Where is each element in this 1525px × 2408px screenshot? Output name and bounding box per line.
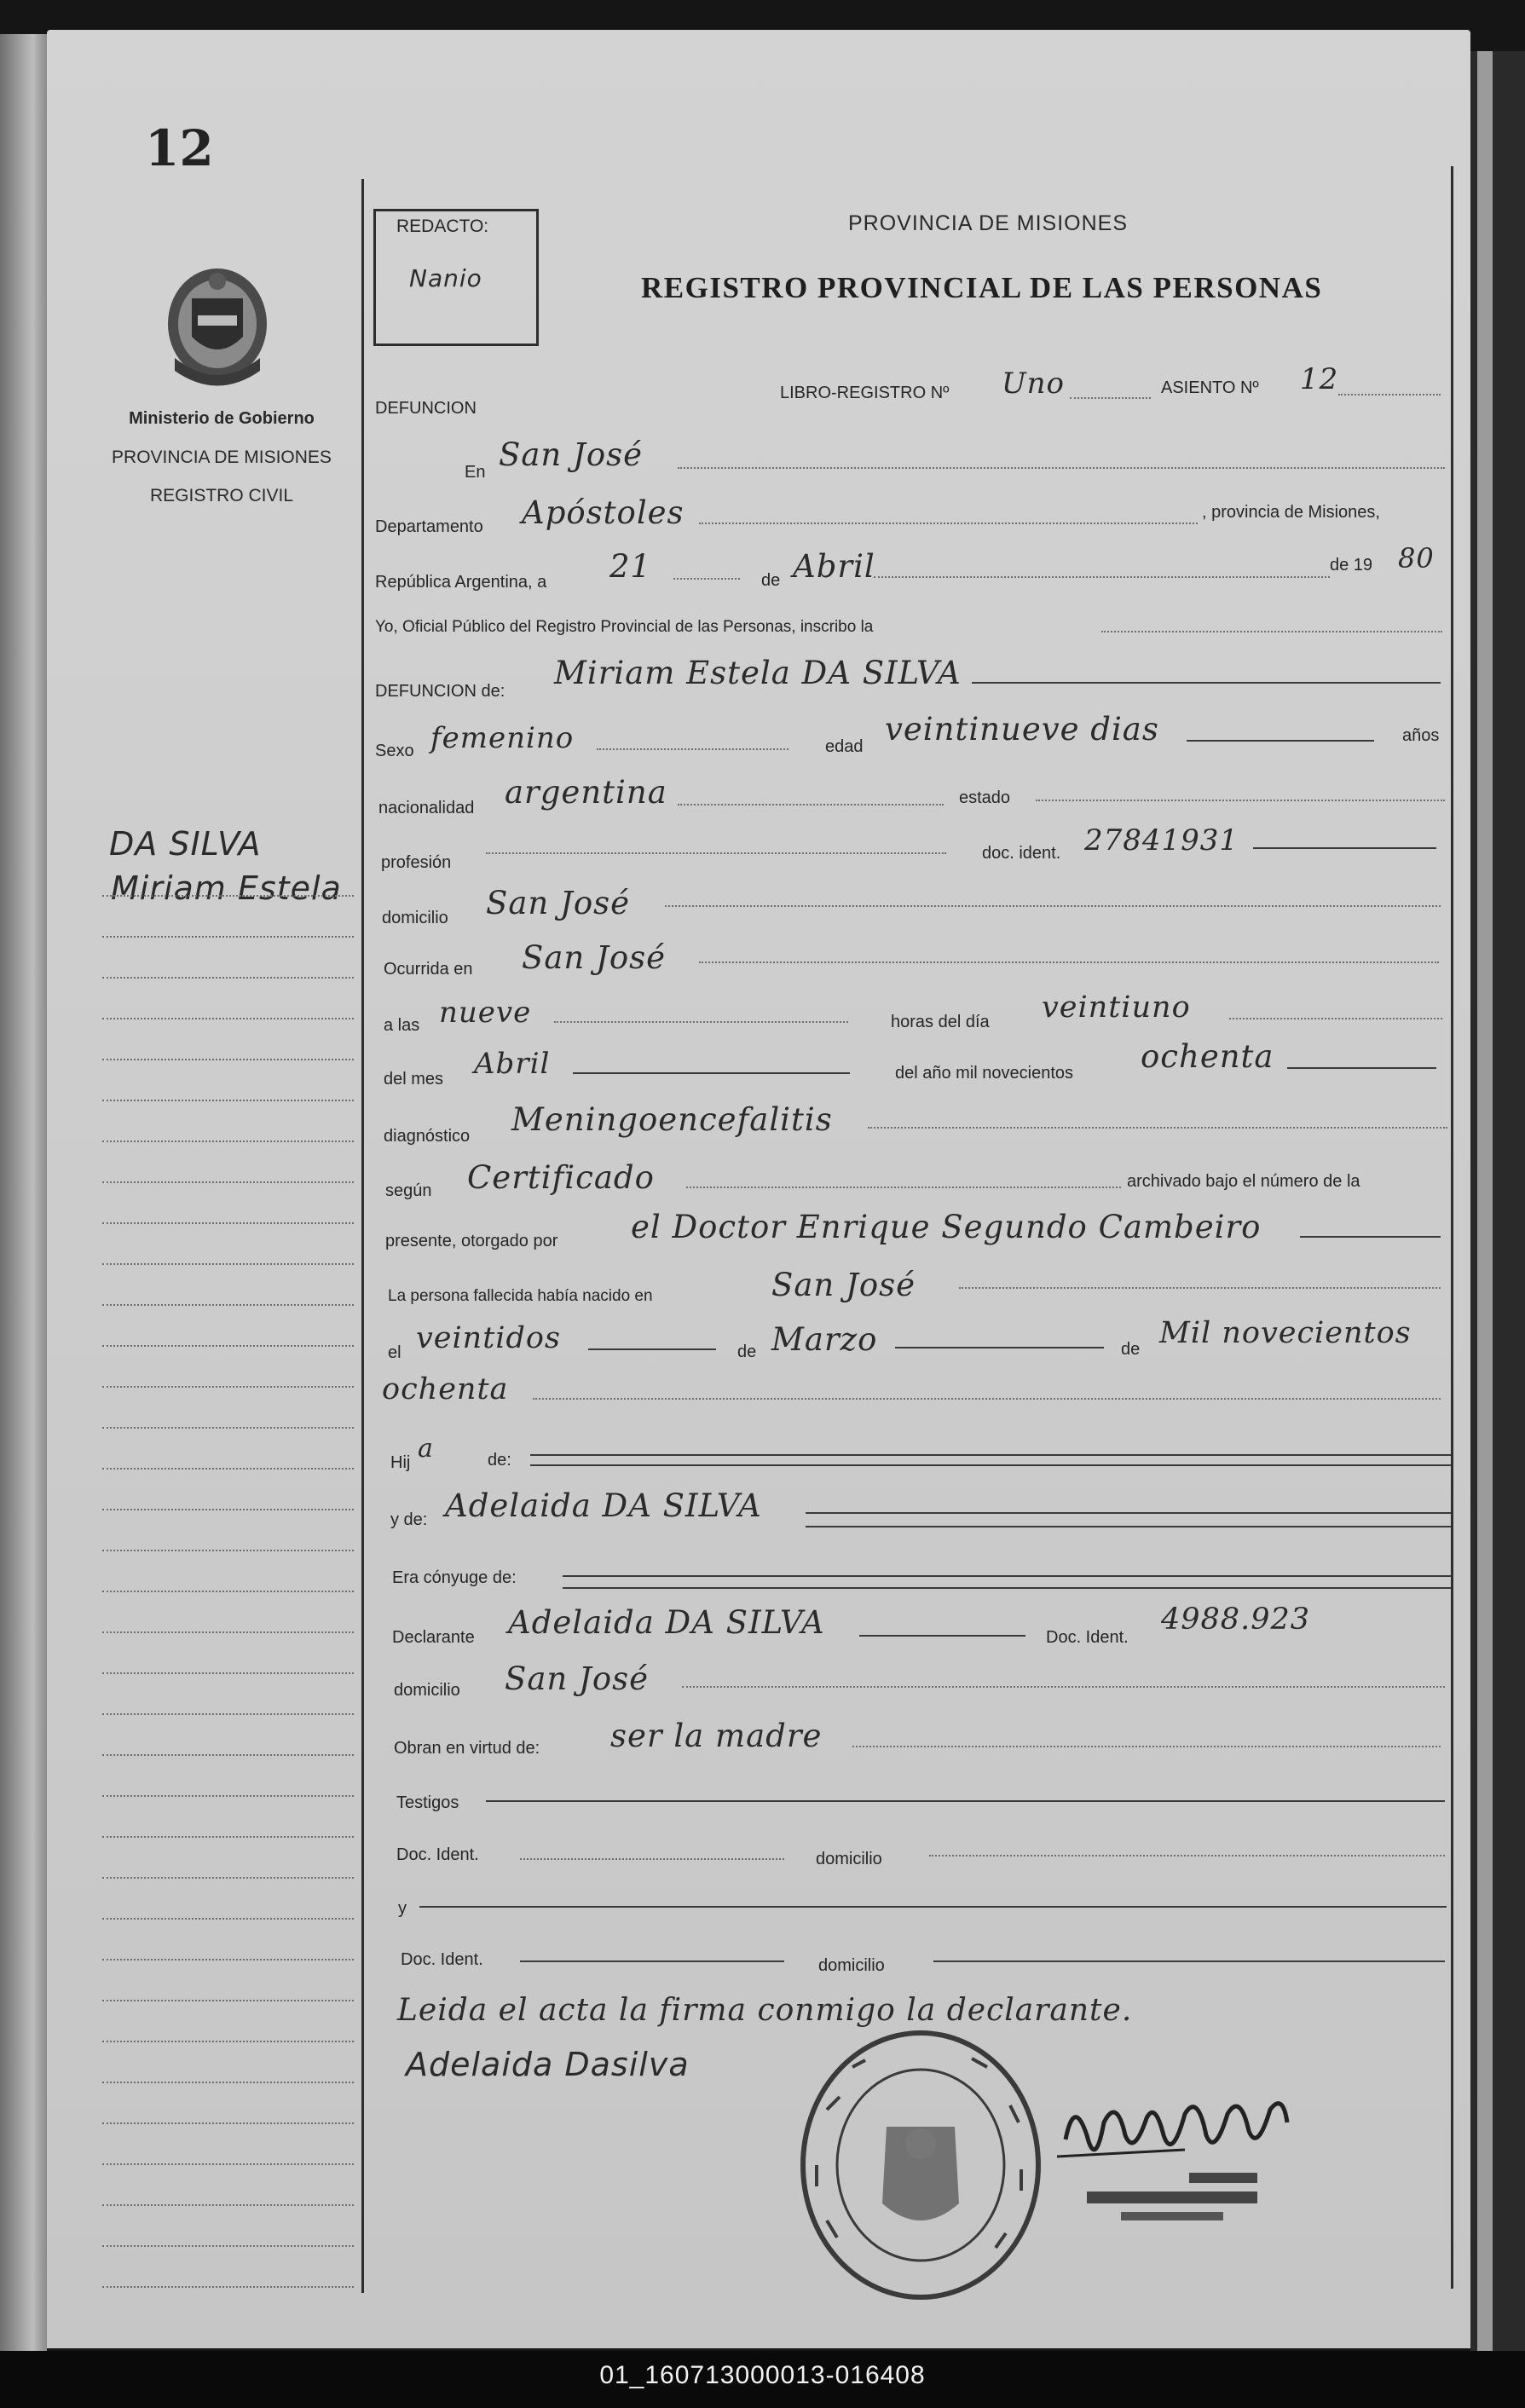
declarant-signature: Adelaida Dasilva xyxy=(406,2046,690,2083)
registry-left-label: REGISTRO CIVIL xyxy=(149,486,294,505)
horas-value: veintiuno xyxy=(1042,990,1191,1025)
column-divider xyxy=(361,179,364,2293)
mes-value: Abril xyxy=(793,548,875,585)
ocurrida-value: San José xyxy=(522,939,666,976)
sexo-value: femenino xyxy=(430,721,575,755)
margin-rule xyxy=(102,1018,354,1019)
margin-rule xyxy=(102,1222,354,1224)
margin-note-names: Miriam Estela xyxy=(111,869,342,907)
anio-label: de 19 xyxy=(1330,556,1373,575)
margin-rule xyxy=(102,1754,354,1756)
right-border xyxy=(1451,166,1453,2289)
oficial-text: Yo, Oficial Público del Registro Provincial de las Personas, inscribo la xyxy=(375,618,874,636)
margin-rule xyxy=(102,1304,354,1306)
margin-rule xyxy=(102,1836,354,1838)
margin-rule xyxy=(102,2082,354,2083)
testigos-label: Testigos xyxy=(396,1793,459,1812)
el-label: el xyxy=(388,1343,401,1362)
y-label: y xyxy=(398,1899,407,1918)
margin-rule xyxy=(102,2122,354,2124)
redacto-value: Nanio xyxy=(409,264,482,292)
de-anio-label: de xyxy=(1121,1340,1141,1359)
en-value: San José xyxy=(499,436,643,473)
asiento-value: 12 xyxy=(1300,362,1339,396)
margin-rule xyxy=(102,2245,354,2247)
official-stamp-icon xyxy=(1078,2169,1266,2229)
presente-label: presente, otorgado por xyxy=(385,1232,558,1250)
de-mes-label: de xyxy=(737,1343,757,1361)
nacido-value: San José xyxy=(771,1267,916,1303)
margin-rule xyxy=(102,2163,354,2165)
margin-rule xyxy=(102,1427,354,1429)
margin-rule xyxy=(102,1959,354,1960)
presente-value: el Doctor Enrique Segundo Cambeiro xyxy=(631,1209,1262,1245)
margin-rule xyxy=(102,936,354,938)
provincia-suffix: , provincia de Misiones, xyxy=(1202,503,1380,522)
margin-rule xyxy=(102,1059,354,1060)
margin-rule xyxy=(102,2204,354,2206)
y-de-label: y de: xyxy=(390,1510,428,1529)
dia-value: 21 xyxy=(609,548,652,585)
margin-rule xyxy=(102,1468,354,1470)
decl-domicilio-label: domicilio xyxy=(394,1681,460,1700)
margin-rule xyxy=(102,2286,354,2288)
next-page-edge xyxy=(1470,51,1525,2353)
margin-rule xyxy=(102,1263,354,1265)
ocurrida-label: Ocurrida en xyxy=(384,960,473,979)
segun-label: según xyxy=(385,1181,432,1200)
margin-rule xyxy=(102,1100,354,1101)
republica-label: República Argentina, a xyxy=(375,573,547,592)
nacido-label: La persona fallecida había nacido en xyxy=(388,1287,653,1305)
official-seal-icon xyxy=(793,2024,1048,2306)
registry-title: REGISTRO PROVINCIAL DE LAS PERSONAS xyxy=(641,271,1323,304)
margin-rule xyxy=(102,895,354,897)
nacionalidad-value: argentina xyxy=(505,774,667,811)
diagnostico-label: diagnóstico xyxy=(384,1127,471,1146)
act-type: DEFUNCION xyxy=(375,399,477,418)
edad-label: edad xyxy=(825,737,864,756)
margin-rule xyxy=(102,977,354,979)
testigo1-dom-label: domicilio xyxy=(816,1850,882,1868)
asiento-label: ASIENTO Nº xyxy=(1161,378,1259,397)
leida-text: Leida el acta la firma conmigo la declarante. xyxy=(397,1993,1133,2028)
doc-label: doc. ident. xyxy=(982,844,1061,863)
margin-note-surname: DA SILVA xyxy=(109,825,262,863)
defuncion-label: DEFUNCION de: xyxy=(375,682,505,701)
hij-de-label: de: xyxy=(488,1451,511,1470)
diagnostico-value: Meningoencefalitis xyxy=(511,1101,833,1138)
libro-label: LIBRO-REGISTRO Nº xyxy=(780,384,950,402)
de-label: de xyxy=(761,571,781,590)
edad-value: veintinueve dias xyxy=(885,711,1159,748)
en-label: En xyxy=(465,463,486,482)
departamento-label: Departamento xyxy=(375,517,483,536)
ochenta-line: ochenta xyxy=(382,1372,509,1406)
domicilio-value: San José xyxy=(486,885,630,921)
testigo2-doc-label: Doc. Ident. xyxy=(401,1950,483,1969)
estado-label: estado xyxy=(959,788,1011,807)
declarante-label: Declarante xyxy=(392,1628,475,1647)
mes2-value: Abril xyxy=(474,1047,551,1081)
ministry-label: Ministerio de Gobierno xyxy=(129,409,315,428)
margin-rule xyxy=(102,1345,354,1347)
anio-mil-label: del año mil novecientos xyxy=(895,1064,1074,1083)
testigo2-dom-label: domicilio xyxy=(818,1956,885,1975)
margin-rule xyxy=(102,2000,354,2001)
margin-rule xyxy=(102,1672,354,1674)
margin-rule xyxy=(102,1631,354,1633)
anio-value: 80 xyxy=(1398,542,1435,575)
de-anio-value: Mil novecientos xyxy=(1159,1316,1412,1350)
defuncion-value: Miriam Estela DA SILVA xyxy=(554,655,962,691)
redacto-label: REDACTO: xyxy=(396,217,489,236)
obran-label: Obran en virtud de: xyxy=(394,1739,540,1758)
margin-rule xyxy=(102,2041,354,2042)
horas-label: horas del día xyxy=(891,1013,990,1031)
obran-value: ser la madre xyxy=(610,1718,823,1754)
province-left-label: PROVINCIA DE MISIONES xyxy=(112,448,332,467)
province-title: PROVINCIA DE MISIONES xyxy=(848,211,1129,235)
hij-value: a xyxy=(418,1434,434,1464)
alas-label: a las xyxy=(384,1016,420,1035)
departamento-value: Apóstoles xyxy=(522,494,685,531)
nacionalidad-label: nacionalidad xyxy=(378,799,475,817)
margin-rule xyxy=(102,1713,354,1715)
page-number: 12 xyxy=(145,119,214,177)
decl-doc-label: Doc. Ident. xyxy=(1046,1628,1129,1647)
segun-value: Certificado xyxy=(467,1159,655,1196)
margin-rule xyxy=(102,1918,354,1920)
margin-rule xyxy=(102,1795,354,1797)
anios-label: años xyxy=(1402,726,1440,745)
margin-rule xyxy=(102,1140,354,1142)
margin-rule xyxy=(102,1877,354,1879)
margin-rule xyxy=(102,1591,354,1592)
declarante-value: Adelaida DA SILVA xyxy=(508,1604,825,1641)
coat-of-arms-icon xyxy=(162,264,273,392)
margin-rule xyxy=(102,1550,354,1551)
testigo1-doc-label: Doc. Ident. xyxy=(396,1845,479,1864)
alas-value: nueve xyxy=(439,996,532,1030)
de-mes-value: Marzo xyxy=(771,1321,878,1358)
hij-label: Hij xyxy=(390,1453,411,1472)
profesion-label: profesión xyxy=(381,853,452,872)
sexo-label: Sexo xyxy=(375,742,414,760)
anio-mil-value: ochenta xyxy=(1141,1038,1274,1075)
margin-rule xyxy=(102,1386,354,1388)
libro-value: Uno xyxy=(1002,367,1066,401)
domicilio-label: domicilio xyxy=(382,909,448,927)
margin-rule xyxy=(102,1181,354,1183)
decl-doc-value: 4988.923 xyxy=(1161,1602,1311,1637)
document-id: 01_160713000013-016408 xyxy=(599,2361,926,2389)
archivado-label: archivado bajo el número de la xyxy=(1127,1172,1360,1191)
el-value: veintidos xyxy=(416,1321,561,1355)
margin-rule xyxy=(102,1509,354,1510)
mes-label: del mes xyxy=(384,1070,444,1089)
decl-domicilio-value: San José xyxy=(505,1660,649,1697)
doc-value: 27841931 xyxy=(1084,823,1239,858)
conyuge-label: Era cónyuge de: xyxy=(392,1568,517,1587)
book-binding xyxy=(0,34,47,2353)
y-de-value: Adelaida DA SILVA xyxy=(445,1487,762,1524)
